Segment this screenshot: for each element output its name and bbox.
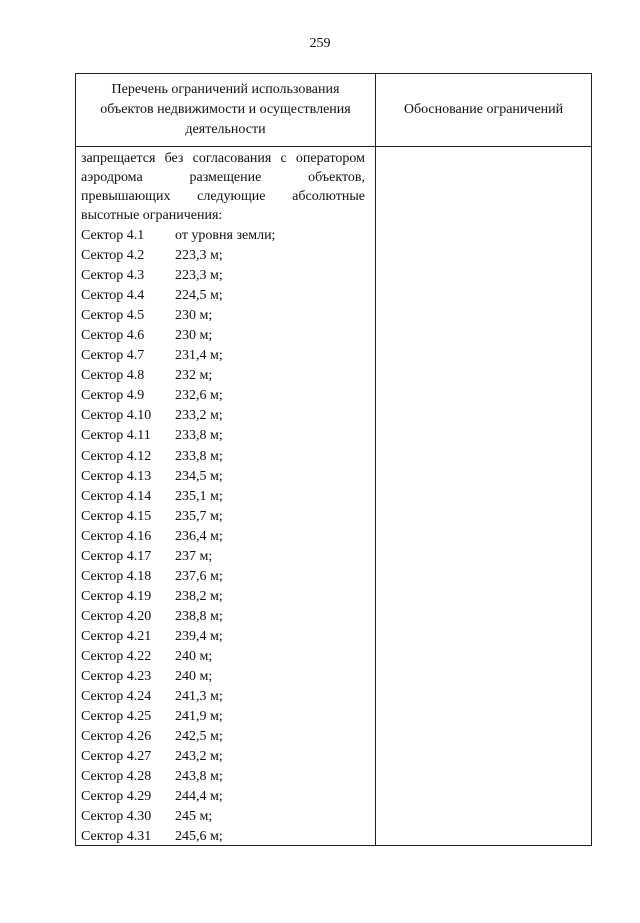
intro-line: запрещается без согласования с оператором xyxy=(81,151,365,166)
sector-height: 223,3 м; xyxy=(175,268,223,284)
sector-row xyxy=(81,767,371,787)
sector-height: 232,6 м; xyxy=(175,388,223,404)
sector-name: Сектор 4.9 xyxy=(81,388,145,404)
sector-row xyxy=(81,707,371,727)
sector-name: Сектор 4.27 xyxy=(81,749,152,765)
sector-name: Сектор 4.29 xyxy=(81,789,152,805)
sector-height: 242,5 м; xyxy=(175,729,223,745)
header-restrictions-text: Перечень ограничений использования объектов недвижимости и осуществления деятельности xyxy=(100,82,351,137)
sector-height: 231,4 м; xyxy=(175,348,223,364)
sector-height: 245,6 м; xyxy=(175,829,223,845)
intro-line: аэродрома размещение объектов, xyxy=(81,170,365,185)
sector-height: 230 м; xyxy=(175,328,213,344)
sector-row xyxy=(81,226,371,246)
header-divider xyxy=(76,146,591,147)
sector-name: Сектор 4.6 xyxy=(81,328,145,344)
sector-name: Сектор 4.8 xyxy=(81,368,145,384)
header-justification-text: Обоснование ограничений xyxy=(403,102,564,117)
sector-height: 235,1 м; xyxy=(175,488,223,504)
sector-height: 233,8 м; xyxy=(175,448,223,464)
sector-name: Сектор 4.30 xyxy=(81,809,152,825)
sector-row xyxy=(81,366,371,386)
sector-name: Сектор 4.12 xyxy=(81,448,152,464)
sector-name: Сектор 4.10 xyxy=(81,408,152,424)
sector-name: Сектор 4.4 xyxy=(81,288,145,304)
sector-row xyxy=(81,467,371,487)
sector-height: 237,6 м; xyxy=(175,568,223,584)
sector-height: 236,4 м; xyxy=(175,528,223,544)
sector-row xyxy=(81,507,371,527)
sector-row xyxy=(81,787,371,807)
sector-row xyxy=(81,627,371,647)
sector-row xyxy=(81,246,371,266)
sector-name: Сектор 4.17 xyxy=(81,548,152,564)
sector-row xyxy=(81,386,371,406)
sector-height: 238,2 м; xyxy=(175,588,223,604)
sector-height: 239,4 м; xyxy=(175,628,223,644)
sector-height: 243,8 м; xyxy=(175,769,223,785)
sector-name: Сектор 4.25 xyxy=(81,709,152,725)
sector-row xyxy=(81,326,371,346)
header-restrictions-list xyxy=(76,74,375,146)
header-justification xyxy=(376,74,591,146)
sector-height: 234,5 м; xyxy=(175,468,223,484)
sector-row xyxy=(81,607,371,627)
sector-name: Сектор 4.11 xyxy=(81,428,151,444)
sector-row xyxy=(81,567,371,587)
sector-row xyxy=(81,827,371,847)
sector-name: Сектор 4.24 xyxy=(81,689,152,705)
sector-height: 241,3 м; xyxy=(175,689,223,705)
sector-name: Сектор 4.22 xyxy=(81,648,152,664)
sector-row xyxy=(81,587,371,607)
sector-name: Сектор 4.31 xyxy=(81,829,152,845)
sector-name: Сектор 4.3 xyxy=(81,268,145,284)
sector-row xyxy=(81,346,371,366)
sector-name: Сектор 4.28 xyxy=(81,769,152,785)
sector-list xyxy=(81,226,371,847)
intro-paragraph xyxy=(81,149,365,225)
intro-line: превышающих следующие абсолютные xyxy=(81,189,365,204)
sector-height: 224,5 м; xyxy=(175,288,223,304)
sector-row xyxy=(81,406,371,426)
sector-row xyxy=(81,807,371,827)
sector-height: 240 м; xyxy=(175,669,213,685)
sector-row xyxy=(81,667,371,687)
sector-height: 230 м; xyxy=(175,308,213,324)
sector-row xyxy=(81,727,371,747)
sector-height: 238,8 м; xyxy=(175,608,223,624)
sector-row xyxy=(81,306,371,326)
sector-row xyxy=(81,426,371,446)
sector-row xyxy=(81,687,371,707)
sector-name: Сектор 4.18 xyxy=(81,568,152,584)
sector-name: Сектор 4.13 xyxy=(81,468,152,484)
sector-name: Сектор 4.23 xyxy=(81,669,152,685)
sector-height: 235,7 м; xyxy=(175,508,223,524)
sector-name: Сектор 4.15 xyxy=(81,508,152,524)
sector-name: Сектор 4.16 xyxy=(81,528,152,544)
sector-height: 243,2 м; xyxy=(175,749,223,765)
column-divider xyxy=(375,74,376,845)
sector-row xyxy=(81,747,371,767)
sector-name: Сектор 4.20 xyxy=(81,608,152,624)
sector-row xyxy=(81,447,371,467)
restrictions-table xyxy=(75,73,592,846)
sector-row xyxy=(81,266,371,286)
sector-height: 237 м; xyxy=(175,548,213,564)
sector-height: от уровня земли; xyxy=(175,228,276,243)
sector-name: Сектор 4.19 xyxy=(81,588,152,604)
sector-row xyxy=(81,487,371,507)
sector-name: Сектор 4.5 xyxy=(81,308,145,324)
sector-name: Сектор 4.2 xyxy=(81,248,145,264)
sector-height: 240 м; xyxy=(175,648,213,664)
sector-height: 244,4 м; xyxy=(175,789,223,805)
sector-row xyxy=(81,547,371,567)
sector-height: 241,9 м; xyxy=(175,709,223,725)
sector-height: 245 м; xyxy=(175,809,213,825)
sector-row xyxy=(81,286,371,306)
sector-name: Сектор 4.26 xyxy=(81,729,152,745)
sector-name: Сектор 4.1 xyxy=(81,228,145,243)
page-number: 259 xyxy=(309,36,331,51)
sector-name: Сектор 4.14 xyxy=(81,488,152,504)
sector-name: Сектор 4.21 xyxy=(81,628,152,644)
sector-row xyxy=(81,527,371,547)
sector-row xyxy=(81,647,371,667)
sector-height: 223,3 м; xyxy=(175,248,223,264)
sector-height: 233,8 м; xyxy=(175,428,223,444)
sector-height: 232 м; xyxy=(175,368,213,384)
intro-line: высотные ограничения: xyxy=(81,208,223,223)
sector-name: Сектор 4.7 xyxy=(81,348,145,364)
sector-height: 233,2 м; xyxy=(175,408,223,424)
